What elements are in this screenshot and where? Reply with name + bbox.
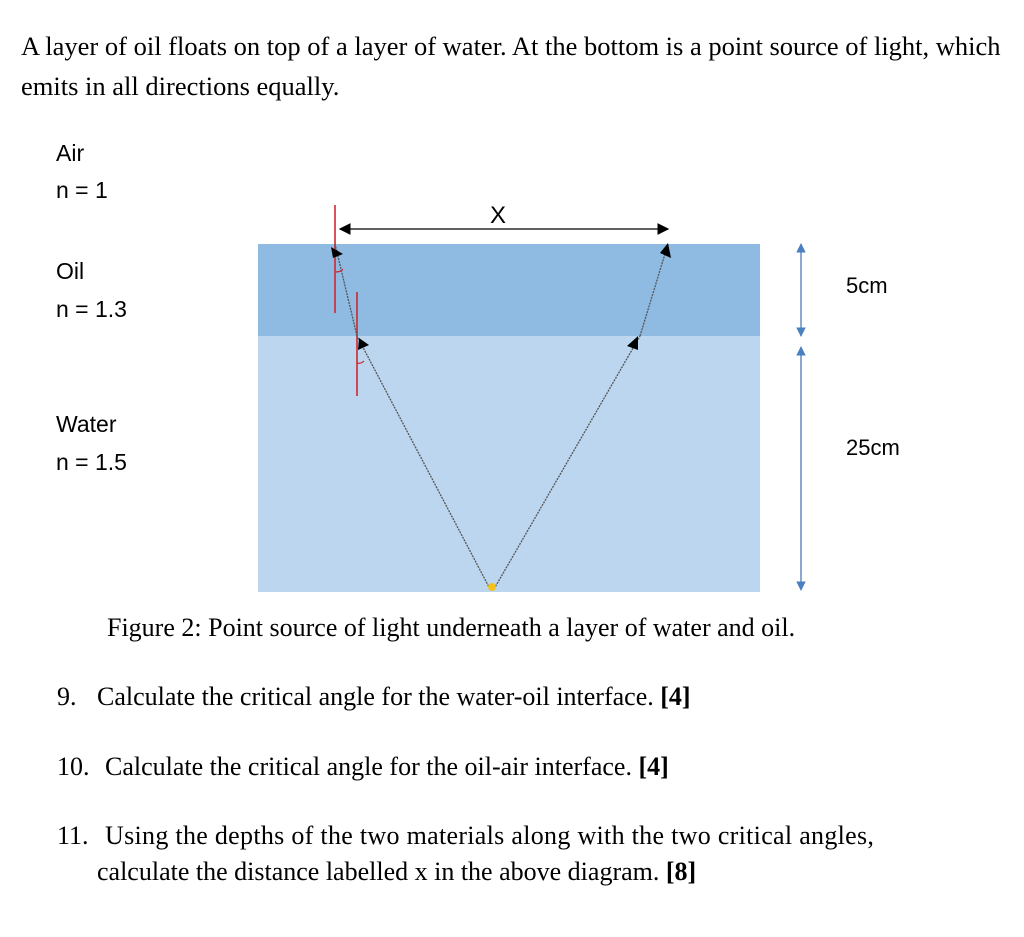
question-11: [57, 818, 997, 890]
question-number: 9.: [57, 682, 77, 711]
question-text: Using the depths of the two materials along with the two critical angles,: [105, 821, 875, 850]
light-source: [488, 583, 496, 591]
figure-caption: Figure 2: Point source of light underneath a layer of water and oil.: [107, 613, 796, 642]
question-marks: [8]: [665, 857, 697, 886]
x-label: X: [490, 202, 507, 229]
question-text: Calculate the critical angle for the water-oil interface.: [97, 682, 654, 711]
question-9: [57, 679, 691, 715]
question-number: 10.: [57, 752, 90, 781]
oil-index: n = 1.3: [56, 296, 127, 322]
water-depth-label: 25cm: [846, 435, 900, 460]
question-text: Calculate the critical angle for the oil-air interface.: [105, 752, 632, 781]
question-text-continued: calculate the distance labelled x in the above diagram.: [97, 857, 660, 886]
intro-text: A layer of oil floats on top of a layer of water. At the bottom is a point source of light, which emits in all directions equally.: [21, 31, 1001, 101]
question-marks: [4]: [660, 682, 691, 711]
air-index: n = 1: [56, 177, 108, 203]
air-label: Air: [56, 140, 85, 166]
question-10: [57, 749, 669, 785]
water-label: Water: [56, 411, 117, 437]
question-marks: [4]: [638, 752, 669, 781]
water-layer: [258, 336, 760, 592]
water-index: n = 1.5: [56, 449, 127, 475]
oil-depth-label: 5cm: [846, 273, 888, 298]
oil-label: Oil: [56, 258, 85, 284]
question-number: 11.: [57, 821, 89, 850]
